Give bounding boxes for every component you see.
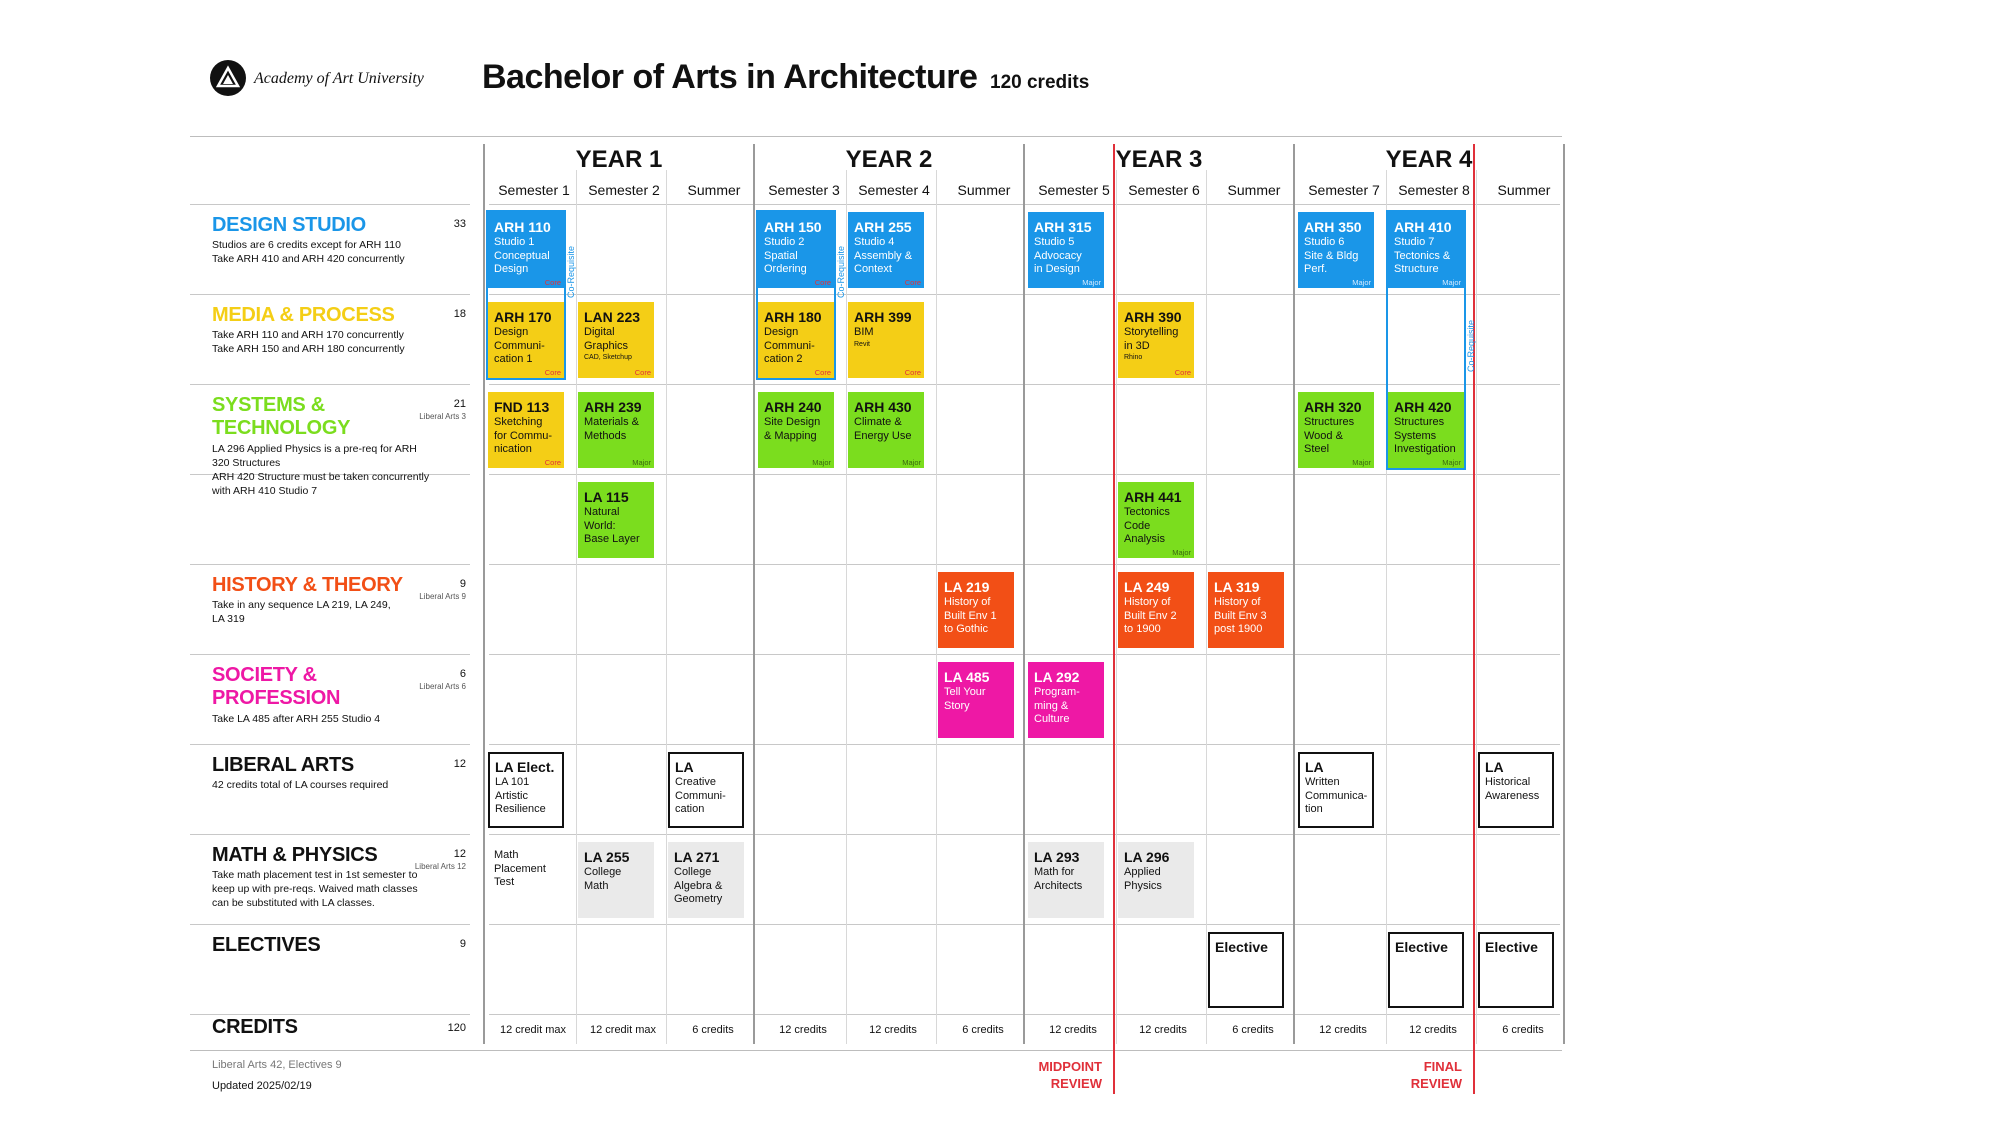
course-name: Creative Communi- cation [675,776,726,815]
semester-header: Semester 3 [768,182,840,198]
course-card[interactable] [848,392,924,468]
course-name: History of Built Env 1 to Gothic [944,596,997,635]
course-code: Elective [1485,939,1538,955]
course-code: ARH 110 [494,219,551,235]
year-divider [753,144,755,1044]
course-name: Storytelling in 3D [1124,326,1179,352]
category-title: SYSTEMS & TECHNOLOGY [212,394,351,439]
category-title: ELECTIVES [212,934,321,956]
co-requisite-label: Co-Requisite [836,245,846,298]
semester-divider [846,170,847,1044]
course-card[interactable] [1118,842,1194,918]
semester-header: Summer [1227,182,1281,198]
semester-header: Semester 7 [1308,182,1380,198]
category-description: Take in any sequence LA 219, LA 249, LA 319 [212,599,391,625]
course-code: ARH 441 [1124,489,1182,505]
midpoint-review-line [1113,144,1115,1094]
category-credits: 120 [447,1022,466,1034]
course-card[interactable] [1028,212,1104,288]
course-card[interactable] [938,572,1014,648]
category-title: MATH & PHYSICS [212,844,378,866]
footer-note: Liberal Arts 42, Electives 9 [212,1059,342,1071]
semester-header: Semester 5 [1038,182,1110,198]
semester-credit-total: 6 credits [1232,1024,1274,1036]
course-card[interactable] [578,842,654,918]
year-divider [1023,144,1025,1044]
year-header: YEAR 1 [575,146,663,173]
course-code: LA Elect. [495,759,555,775]
course-code: LA 271 [674,849,720,865]
semester-header: Semester 1 [498,182,570,198]
co-requisite-label: Co-Requisite [566,245,576,298]
semester-divider [1206,170,1207,1044]
course-name: Tell Your Story [944,686,986,712]
course-code: LA [1305,759,1324,775]
semester-credit-total: 12 credits [779,1024,827,1036]
course-name: Written Communica- tion [1305,776,1368,815]
final-review-label: FINAL REVIEW [1410,1059,1462,1091]
course-type-tag: Major [812,458,831,467]
course-card[interactable] [1298,212,1374,288]
course-card[interactable] [1478,932,1554,1008]
semester-header: Semester 2 [588,182,660,198]
course-name: Climate & Energy Use [854,416,912,442]
semester-credit-total: 12 credit max [589,1024,657,1036]
course-name: Tectonics Code Analysis [1124,506,1170,545]
course-code: ARH 420 [1394,399,1452,415]
semester-header: Summer [1497,182,1551,198]
course-card[interactable] [668,842,744,918]
course-name: Math Placement Test [494,849,546,888]
category-description: 42 credits total of LA courses required [212,779,389,791]
course-card[interactable] [1478,752,1554,828]
course-name: Studio 4 Assembly & Context [854,236,913,275]
semester-header: Semester 6 [1128,182,1200,198]
course-name: Natural World: Base Layer [584,506,640,545]
year-header: YEAR 2 [845,146,933,173]
course-card[interactable] [848,302,924,378]
category-credits: 12 [453,848,466,860]
co-requisite-outline [1386,210,1466,470]
course-card[interactable] [1298,752,1374,828]
course-code: ARH 240 [764,399,822,415]
course-name: Structures Systems Investigation [1394,416,1456,455]
category-description: Take ARH 110 and ARH 170 concurrently Take ARH 150 and ARH 180 concurrently [212,329,405,355]
course-code: ARH 170 [494,309,552,325]
course-card[interactable] [578,302,654,378]
semester-credit-total: 6 credits [1502,1024,1544,1036]
semester-credit-total: 12 credits [869,1024,917,1036]
course-type-tag: Core [544,368,561,377]
course-name: Studio 7 Tectonics & Structure [1394,236,1451,275]
program-credits: 120 credits [990,72,1090,93]
semester-credit-total: 12 credits [1139,1024,1187,1036]
category-title: MEDIA & PROCESS [212,304,395,326]
course-card[interactable] [848,212,924,288]
course-type-tag: Core [634,368,651,377]
course-card[interactable] [758,392,834,468]
course-code: LA 255 [584,849,630,865]
course-code: ARH 430 [854,399,912,415]
course-type-tag: Core [904,278,921,287]
row-rule-label [190,744,470,745]
updated-date: Updated 2025/02/19 [212,1080,312,1092]
course-name: College Math [584,866,622,892]
course-card[interactable] [668,752,744,828]
course-type-tag: Core [1174,368,1191,377]
course-card[interactable] [488,752,564,828]
semester-credit-total: 12 credits [1319,1024,1367,1036]
row-rule-label [190,924,470,925]
semester-header: Semester 4 [858,182,930,198]
course-code: ARH 350 [1304,219,1362,235]
semester-credit-total: 6 credits [962,1024,1004,1036]
semester-header: Summer [957,182,1011,198]
course-name: College Algebra & Geometry [674,866,723,905]
semester-divider [576,170,577,1044]
course-type-tag: Major [1172,548,1191,557]
category-description: Studios are 6 credits except for ARH 110 Take ARH 410 and ARH 420 concurrently [212,239,405,265]
category-liberal-arts-note: Liberal Arts 3 [419,412,466,421]
course-type-tag: Major [1442,278,1461,287]
course-code: LAN 223 [584,309,641,325]
course-name: LA 101 Artistic Resilience [495,776,546,815]
course-type-tag: Major [1082,278,1101,287]
course-code: ARH 150 [764,219,822,235]
semester-credit-total: 12 credits [1409,1024,1457,1036]
category-title: CREDITS [212,1016,298,1038]
course-name: Structures Wood & Steel [1304,416,1355,455]
category-title: SOCIETY & PROFESSION [212,664,341,709]
course-code: LA 296 [1124,849,1170,865]
course-code: LA 249 [1124,579,1170,595]
category-credits: 33 [453,218,466,230]
course-software-note: CAD, Sketchup [584,354,632,361]
co-requisite-label: Co-Requisite [1466,319,1476,372]
course-name: Studio 5 Advocacy in Design [1034,236,1082,275]
co-requisite-outline [756,210,836,380]
course-name: Materials & Methods [584,416,640,442]
course-type-tag: Major [632,458,651,467]
course-card[interactable] [1298,392,1374,468]
category-liberal-arts-note: Liberal Arts 12 [414,862,466,871]
year-header: YEAR 4 [1385,146,1473,173]
semester-credit-total: 6 credits [692,1024,734,1036]
course-code: ARH 180 [764,309,822,325]
year-divider [483,144,485,1044]
course-name: BIM [854,326,874,338]
category-credits: 18 [453,308,466,320]
category-credits: 9 [459,938,466,950]
course-code: Elective [1395,939,1448,955]
semester-divider [1476,170,1477,1044]
category-description: Take math placement test in 1st semester to keep up with pre-reqs. Waived math classes can be substituted with LA classes. [212,869,418,909]
course-name: Studio 2 Spatial Ordering [764,236,807,275]
category-title: DESIGN STUDIO [212,214,366,236]
course-software-note: Rhino [1124,354,1143,361]
course-type-tag: Core [544,278,561,287]
bottom-rule [190,1050,1562,1051]
category-description: Take LA 485 after ARH 255 Studio 4 [212,713,381,725]
course-name: Applied Physics [1124,866,1162,892]
year-divider [1563,144,1565,1044]
course-code: ARH 255 [854,219,912,235]
category-liberal-arts-note: Liberal Arts 6 [419,682,466,691]
course-name: Site Design & Mapping [764,416,821,442]
logo-triangle-icon [210,60,246,96]
course-card[interactable] [578,392,654,468]
semester-divider [666,170,667,1044]
top-rule [190,136,1562,137]
course-name: Math for Architects [1034,866,1083,892]
year-divider [1293,144,1295,1044]
course-code: FND 113 [494,399,550,415]
course-name: Program- ming & Culture [1034,686,1080,725]
course-card[interactable] [1028,842,1104,918]
course-code: ARH 390 [1124,309,1182,325]
university-logo [210,60,246,96]
course-type-tag: Major [1352,458,1371,467]
course-name: Design Communi- cation 1 [494,326,545,365]
course-name: History of Built Env 3 post 1900 [1214,596,1267,635]
course-card[interactable] [1208,932,1284,1008]
row-rule-label [190,834,470,835]
course-type-tag: Core [544,458,561,467]
course-card[interactable] [488,392,564,468]
course-code: ARH 399 [854,309,912,325]
category-liberal-arts-note: Liberal Arts 9 [419,592,466,601]
row-rule-label [190,1014,470,1015]
year-header: YEAR 3 [1115,146,1203,173]
course-code: LA 319 [1214,579,1260,595]
semester-credit-total: 12 credits [1049,1024,1097,1036]
course-name: Studio 6 Site & Bldg Perf. [1304,236,1359,275]
course-code: ARH 410 [1394,219,1452,235]
course-code: LA 293 [1034,849,1080,865]
category-description: LA 296 Applied Physics is a pre-req for ARH 320 Structures ARH 420 Structure must be taken concurrently with ARH 410 Studio 7 [212,443,430,497]
course-code: LA 292 [1034,669,1080,685]
semester-divider [936,170,937,1044]
course-type-tag: Major [1352,278,1371,287]
course-code: ARH 320 [1304,399,1362,415]
course-card[interactable] [488,842,564,918]
row-rule-label [190,654,470,655]
course-card[interactable] [1118,302,1194,378]
midpoint-review-label: MIDPOINT REVIEW [1038,1059,1102,1091]
semester-header: Summer [687,182,741,198]
course-code: LA [1485,759,1504,775]
course-name: Digital Graphics [584,326,629,352]
course-type-tag: Major [902,458,921,467]
row-rule-label [190,564,470,565]
course-code: LA 115 [584,489,629,505]
course-type-tag: Core [814,368,831,377]
semester-header: Semester 8 [1398,182,1470,198]
course-card[interactable] [1208,572,1284,648]
course-card[interactable] [938,662,1014,738]
course-name: Design Communi- cation 2 [764,326,815,365]
course-name: History of Built Env 2 to 1900 [1124,596,1177,635]
category-title: HISTORY & THEORY [212,574,403,596]
category-credits: 21 [453,398,466,410]
semester-divider [1116,170,1117,1044]
course-code: Elective [1215,939,1268,955]
course-card[interactable] [578,482,654,558]
course-card[interactable] [1388,932,1464,1008]
category-credits: 9 [459,578,466,590]
course-software-note: Revit [854,340,870,348]
course-code: LA [675,759,694,775]
category-credits: 12 [453,758,466,770]
course-type-tag: Major [1442,458,1461,467]
course-name: Historical Awareness [1485,776,1540,802]
row-rule-label [190,204,470,205]
course-type-tag: Core [814,278,831,287]
course-code: ARH 239 [584,399,642,415]
university-name: Academy of Art University [254,70,424,87]
course-name: Sketching for Commu- nication [494,416,553,455]
row-rule-label [190,294,470,295]
co-requisite-outline [486,210,566,380]
course-code: LA 485 [944,669,990,685]
course-name: Studio 1 Conceptual Design [494,236,550,275]
category-title: LIBERAL ARTS [212,754,354,776]
course-code: LA 219 [944,579,990,595]
semester-credit-total: 12 credit max [499,1024,567,1036]
course-card[interactable] [1028,662,1104,738]
row-rule-label [190,384,470,385]
page-title: Bachelor of Arts in Architecture [482,58,978,96]
course-code: ARH 315 [1034,219,1092,235]
course-type-tag: Core [904,368,921,377]
category-credits: 6 [459,668,466,680]
course-card[interactable] [1118,482,1194,558]
course-card[interactable] [1118,572,1194,648]
final-review-line [1473,144,1475,1094]
